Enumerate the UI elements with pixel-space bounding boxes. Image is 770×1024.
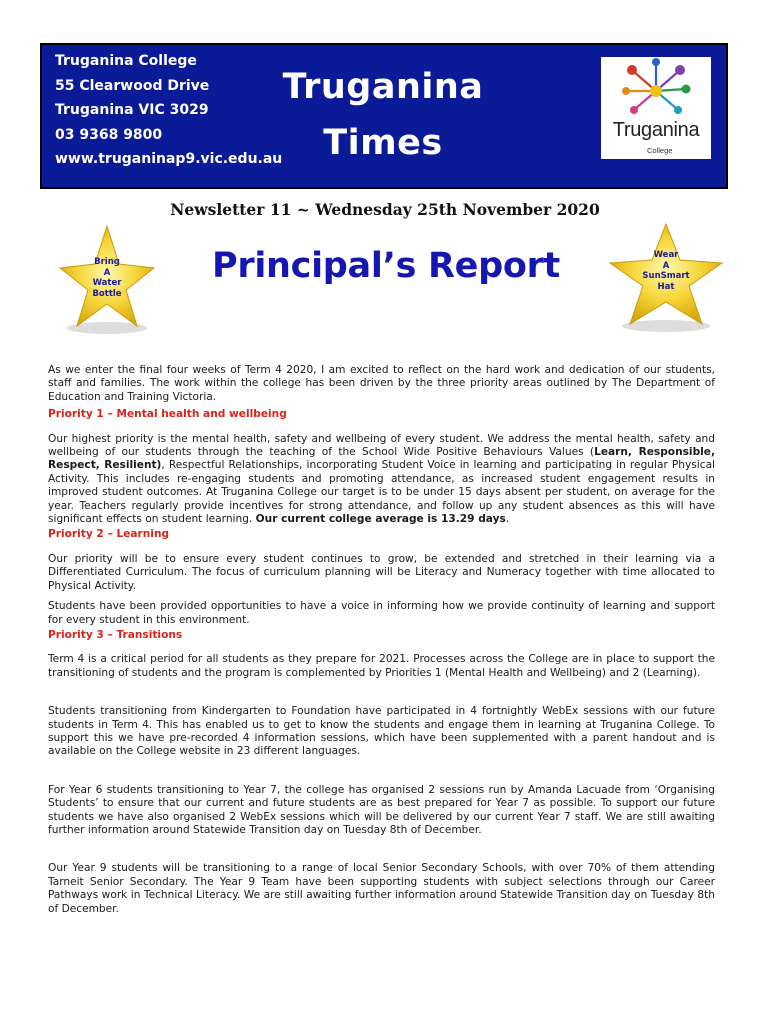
priority-1-text-a: Our highest priority is the mental health, safety and wellbeing of every student. We address the mental health, safety and wellbeing of our students through the teaching of the School Wide Positive Behaviours Values ( [48,432,715,459]
star-left-text [58,257,156,299]
logo-subtitle: College [647,146,673,155]
star-right-line-4: Hat [657,281,675,292]
phone-number: 03 9368 9800 [55,126,163,143]
priority-1-text-c: . [505,513,510,526]
priority-2-paragraph-1: Our priority will be to ensure every student continues to grow, be extended and stretched in their learning via a Differentiated Curriculum. The focus of curriculum planning will be Literacy and Numeracy together with time allocated to Physical Activity. [48,552,715,592]
priority-3-paragraph-4: Our Year 9 students will be transitioning to a range of local Senior Secondary Schools, with over 70% of them attending Tarneit Senior Secondary. The Year 9 Team have been supporting students with subject selections through our Career Pathways work in Technical Literacy. We are still awaiting further information around Statewide Transition day on Tuesday 8th of December. [48,862,715,915]
intro-paragraph: As we enter the final four weeks of Term 4 2020, I am excited to reflect on the hard work and dedication of our students, staff and families. The work within the college has been driven by the three priority areas outlined by The Department of Education and Training Victoria. [48,364,715,403]
priority-2-heading: Priority 2 – Learning [48,528,170,541]
newsletter-header [40,43,728,189]
masthead-line-1: Truganina [282,67,484,107]
street-address: 55 Clearwood Drive [55,77,210,94]
star-right-text [608,250,724,292]
star-left-line-1: Bring [94,257,120,267]
priority-1-paragraph [48,433,715,527]
attendance-average: Our current college average is 13.29 days [255,513,506,526]
report-body [48,364,715,916]
school-name: Truganina College [55,53,197,69]
values-list: Learn, Responsible, Respect, Resilient) [48,446,715,472]
star-right-line-3: SunSmart [642,271,690,281]
star-right-line-2: A [662,260,670,271]
logo-burst-icon [601,57,711,127]
logo-wordmark: Truganina [612,119,700,141]
star-left-line-3: Water [92,278,122,288]
newsletter-title: Newsletter 11 ~ Wednesday 25th November 2020 [170,200,600,219]
masthead-title [268,59,498,171]
priority-1-text-b: , Respectful Relationships, incorporating Student Voice in learning and participating in regular Physical Activity. This includes re-engaging students and promoting attendance, as increased student engagement results in improved student outcomes. At Truganina College our target is to be under 15 days absent per student, on average for the year. Teachers regularly provide incentives for strong attendance, and follow up any student absences as this will have significant effects on student learning. [48,459,716,526]
suburb-address: Truganina VIC 3029 [55,102,209,118]
college-logo [601,57,711,159]
priority-3-heading: Priority 3 – Transitions [48,628,183,641]
water-bottle-star [58,224,156,336]
website-link[interactable]: www.truganinap9.vic.edu.au [55,151,283,167]
priority-2-paragraph-2: Students have been provided opportunities to have a voice in informing how we provide continuity of learning and support for every student in this environment. [48,600,715,626]
star-left-line-4: Bottle [92,288,122,299]
priority-3-paragraph-1: Term 4 is a critical period for all students as they prepare for 2021. Processes across the College are in place to support the transitioning of students and the program is complemented by Priorities 1 (Mental Health and Wellbeing) and 2 (Learning). [48,653,715,679]
star-left-line-2: A [103,267,111,278]
priority-1-heading: Priority 1 – Mental health and wellbeing [48,408,287,421]
school-address [55,49,282,172]
priority-3-paragraph-2: Students transitioning from Kindergarten to Foundation have participated in 4 fortnightly WebEx sessions with our future students in Term 4. This has enabled us to get to know the students and engage them in learning at Truganina College. To support this we have pre-recorded 4 information sessions, which have been supplemented with a parent handout and is available on the College website in 23 different languages. [48,705,715,758]
sunsmart-hat-star [608,222,724,334]
star-right-line-1: Wear [653,250,679,260]
report-title: Principal’s Report [212,246,560,286]
priority-3-paragraph-3: For Year 6 students transitioning to Year 7, the college has organised 2 sessions run by Amanda Lacuade from ‘Organising Students’ to ensure that our current and future students are as best prepared for Year 7 as possible. To support our future students we have also organised 2 WebEx sessions which will be delivered by our current Year 7 staff. We are still awaiting further information around Statewide Transition day on Tuesday 8th of December. [48,783,715,836]
masthead-line-2: Times [323,123,443,163]
